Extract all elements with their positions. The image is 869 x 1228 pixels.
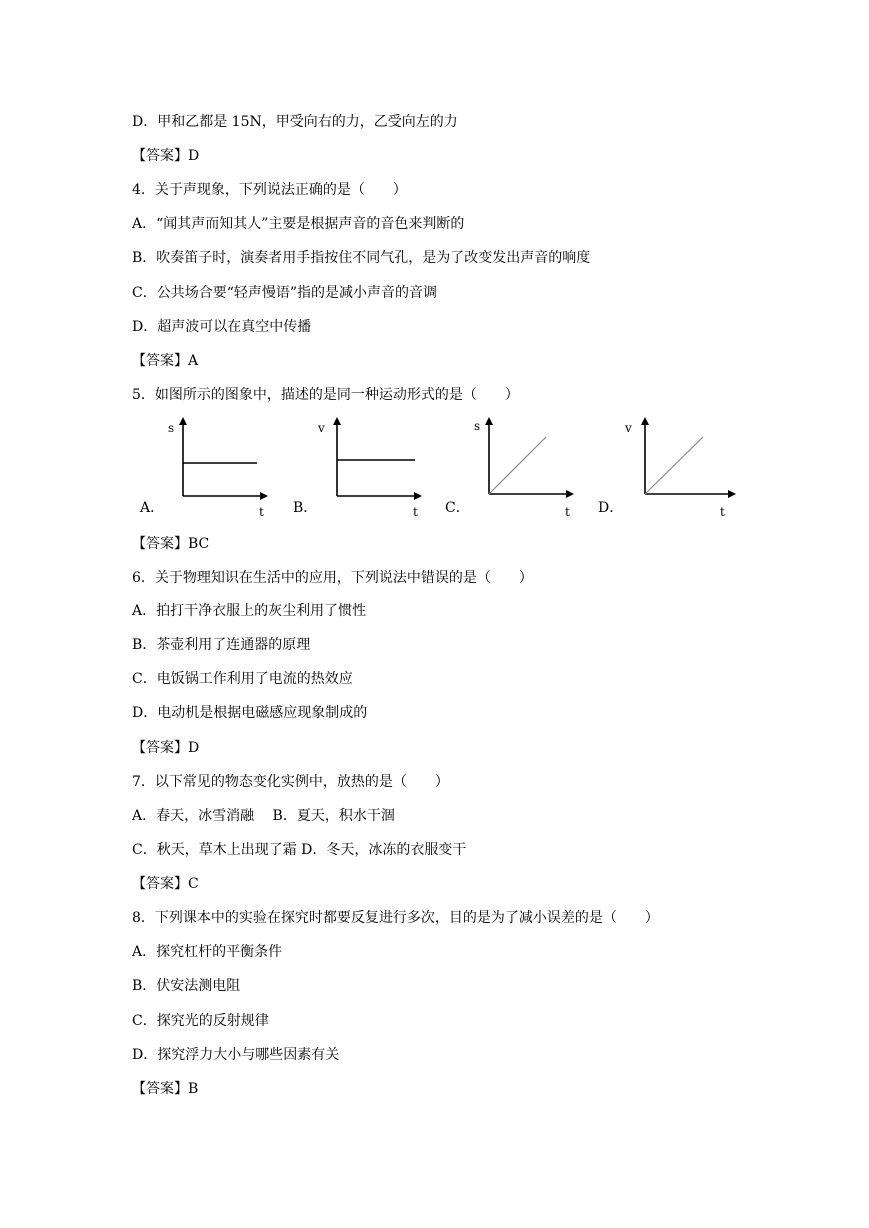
q3-option-d: D．甲和乙都是 15N，甲受向右的力，乙受向左的力: [132, 114, 458, 130]
q6-option-b: B．茶壶利用了连通器的原理: [132, 637, 311, 653]
graph-c-x-arrow: [566, 490, 574, 498]
graph-b-y-arrow: [333, 417, 341, 425]
q4-answer: 【答案】A: [132, 353, 199, 369]
q8-option-a: A．探究杠杆的平衡条件: [132, 944, 283, 960]
q8-stem: 8．下列课本中的实验在探究时都要反复进行多次，目的是为了减小误差的是（ ）: [132, 910, 659, 926]
graph-c-label: C．: [445, 500, 470, 516]
q4-option-d: D．超声波可以在真空中传播: [132, 319, 312, 335]
graph-a-label: A．: [140, 500, 165, 516]
q8-option-d: D．探究浮力大小与哪些因素有关: [132, 1047, 340, 1063]
q8-option-c: C．探究光的反射规律: [132, 1013, 269, 1029]
q4-option-c: C．公共场合要“轻声慢语”指的是减小声音的音调: [132, 285, 438, 301]
graph-c-plot-line: [489, 437, 546, 494]
q5-graphs: [0, 410, 869, 525]
q7-option-cd: C．秋天，草木上出现了霜 D．冬天，冰冻的衣服变干: [132, 842, 467, 858]
graph-a: [160, 410, 280, 520]
graph-b: [314, 410, 434, 520]
q6-option-a: A．拍打干净衣服上的灰尘利用了惯性: [132, 603, 367, 619]
q5-answer: 【答案】BC: [132, 536, 210, 552]
graph-a-x-arrow: [260, 492, 268, 500]
graph-a-y-label: s: [168, 421, 175, 435]
q5-stem: 5．如图所示的图象中，描述的是同一种运动形式的是（ ）: [132, 387, 519, 403]
q6-option-d: D．电动机是根据电磁感应现象制成的: [132, 705, 368, 721]
graph-d-y-arrow: [641, 417, 649, 425]
graph-c-y-arrow: [485, 417, 493, 425]
q4-option-a: A．“闻其声而知其人”主要是根据声音的音色来判断的: [132, 216, 465, 232]
graph-d-x-label: t: [720, 505, 725, 519]
graph-c-x-label: t: [565, 505, 570, 519]
q8-answer: 【答案】B: [132, 1081, 199, 1097]
graph-b-y-label: v: [318, 421, 325, 435]
q7-answer: 【答案】C: [132, 876, 199, 892]
graph-a-x-label: t: [259, 505, 264, 519]
q8-option-b: B．伏安法测电阻: [132, 978, 241, 994]
graph-c-y-label: s: [474, 419, 481, 433]
graph-a-y-arrow: [179, 417, 187, 425]
graph-d-y-label: v: [625, 421, 632, 435]
graph-d: [621, 410, 745, 520]
q6-option-c: C．电饭锅工作利用了电流的热效应: [132, 671, 353, 687]
graph-c: [466, 410, 586, 520]
graph-d-x-arrow: [728, 490, 736, 498]
q3-answer: 【答案】D: [132, 148, 200, 164]
q6-answer: 【答案】D: [132, 740, 200, 756]
graph-d-label: D．: [598, 500, 624, 516]
graph-b-x-arrow: [414, 492, 422, 500]
q4-stem: 4．关于声现象，下列说法正确的是（ ）: [132, 182, 407, 198]
q7-stem: 7．以下常见的物态变化实例中，放热的是（ ）: [132, 774, 449, 790]
graph-b-label: B．: [293, 500, 318, 516]
graph-d-plot-line: [645, 437, 703, 494]
q7-option-ab: A．春天，冰雪消融 B．夏天，积水干涸: [132, 808, 395, 824]
graph-b-x-label: t: [413, 505, 418, 519]
q6-stem: 6．关于物理知识在生活中的应用，下列说法中错误的是（ ）: [132, 570, 533, 586]
q4-option-b: B．吹奏笛子时，演奏者用手指按住不同气孔，是为了改变发出声音的响度: [132, 250, 591, 266]
